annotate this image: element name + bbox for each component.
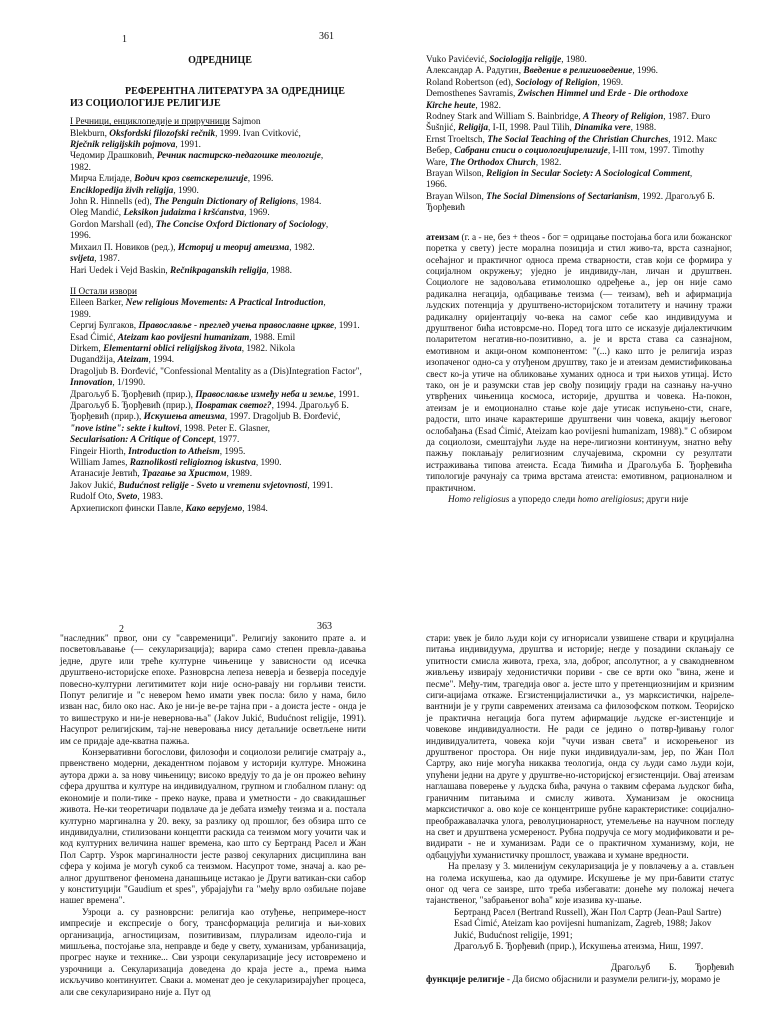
reference-author: , 1969. (244, 208, 270, 219)
reference-author: Dirkem, (70, 343, 104, 354)
reference-author: , 1994. (148, 355, 175, 366)
reference-list-2 (70, 298, 370, 515)
reference-title-1: РЕФЕРЕНТНА ЛИТЕРАТУРА ЗА ОДРЕДНИЦЕ (125, 86, 345, 98)
reference-author: 1966. (426, 180, 447, 191)
ref-list-3-entry (426, 169, 732, 180)
ref-list-1-entry (70, 129, 370, 140)
reference-title: Elementarni oblici religijskog života (103, 343, 242, 354)
reference-author: , 1977. (213, 435, 240, 446)
reference-author: Brayan Wilson, (426, 169, 487, 180)
reference-author: , 1912. Макс (668, 134, 717, 145)
reference-title: Повратак светог? (195, 400, 272, 411)
reference-title: Sociology of Religion (515, 77, 598, 88)
bottom-right-para-2: На прелазу у 3. миленијум секуларизација је у повлачењу а а. стављен на голема искушења, као да одумире. Искушење је му при-бавити статус оног од чега се заизре, што треба избегавати: донеће му положај нечега тајанственог, "забрањеног воћа" које изазива ку-шање. (426, 862, 734, 907)
reference-title: Zwischen Himmel und Erde - Die orthodoxe (517, 89, 689, 100)
bottom-left-para-3: Узроци а. су разноврсни: религија као отуђење, непримере-ност импресије и експресије о богу, трансформација религија и њи-хових организација, агностицизам, позитивизам, плурализам идеоло-гија и мишљења, постојање зла, неправде и беде у свету, хуманизам, урбанизација, прогрес науке и технике... Сви узроци секуларизације јесу истовремено и узрочници а. Секуларизација доведена до краја јесте а., према њима искључиво континуитет. Сваки а. моменат део је секуларизирајућег процеса, али све секуларизирано није а. Пут од (60, 907, 366, 998)
bottom-right-column (426, 634, 734, 986)
reference-author: , 1996. (247, 174, 274, 185)
reference-author: Михаил П. Новиков (ред.), (70, 242, 178, 253)
reference-author: , 1996. (632, 66, 658, 77)
reference-author: William James, (70, 458, 130, 468)
reference-author: Rodney Stark and William S. Bainbridge, (426, 112, 583, 123)
reference-title-2: ИЗ СОЦИОЛОГИЈЕ РЕЛИГИЈЕ (70, 97, 221, 109)
reference-author: Hari Uedek i Vejd Baskin, (70, 265, 171, 276)
reference-title: Kirche heute (426, 100, 476, 111)
page-number-right: 361 (319, 31, 334, 42)
reference-title: Како верујемо (185, 503, 243, 514)
entry-funkcije-text: - Да бисмо објаснили и разумели религи-ју, морамо је (504, 974, 720, 985)
ref-list-2-entry (70, 355, 370, 366)
reference-title: The Penguin Dictionary of Religions (154, 197, 296, 208)
top-right-column (426, 55, 732, 506)
reference-author: , 1991. (175, 140, 201, 151)
reference-author: , 1/1990. (112, 378, 146, 389)
ref-list-3-entry (426, 146, 732, 157)
reference-author: , 1989. (226, 469, 253, 480)
reference-author: John R. Hinnells (ed), (70, 197, 155, 208)
ref-list-1-entry (70, 231, 370, 242)
ref-list-2-entry (70, 481, 370, 492)
reference-author: , (689, 169, 693, 180)
reference-author: Brayan Wilson, (426, 191, 487, 202)
reference-title: Православље - преглед учења православне цркве (138, 321, 335, 332)
ref-list-2-entry (70, 424, 370, 435)
reference-author: , 1990. (173, 185, 199, 196)
ref-list-2-entry (70, 458, 370, 469)
subsection-heading-1 (70, 117, 370, 128)
entry-ateizam-text: (г. а - не, без + theos - бог = одрицање постојања бога или божанског поретка у свету) јесте морална позиција и стил живо-та, врста сазнајног, осећајног и практичног односа према стварности, став који се формира у социјалном окружењу; уједно је индивиду-лан, личан и друштвен. Социологе не задовољава етимолошко одређење а., јер он није само радикална негација, одбацивање теизма (— теизам), већ и афирмација људских потенција у друштвено-историјском тоталитету и начину тражи радикалну оријентацију чо-века на самог себе као индивидуума и друштвеног бића истоврсме-но. Поред тога што се исказује дијалектичким полаpитетом негатив-но-позитивно, а. је и врста става са сазнајном, емотивном и акци-оном компонентом: "(...) како што је религија израз изопаченог одно-са у отуђеном друштву, тако је и атеизам демистификовања свест ко-ја утиче на обликовање хуманих односа и три њихов утицај. Исто тако, он је и разумски став јер свођу позицију гради на сазнању на-учно утврђених чињеница космоса, историје, друштва и човека. На-покон, атеизам је и емоционално стање које даје утисак испуњено-сти, снаге, радости, што иначе карактерише друштвени чин човека, акцију његовог ослобађања (Esad Ćimić, Ateizam kao povijesni humanizam, 1988)." С обзиром да социолози, смештајући људе на нере-лигиозни континуум, знатно већу пажњу поклањају религиозним случајевима, скромни су резултати истраживања типова атеиста. Есада Ћимића и Драгољуба Б. Ђорђевића типологије рачунају са трима врстама атеиста: емотивном, рационалном и практичном. (426, 232, 732, 494)
ref-list-2-entry (70, 390, 370, 401)
reference-author: , 1991. (307, 480, 333, 491)
reference-author: Dugandžija, (70, 355, 118, 366)
reference-author: Vuko Pavićević, (426, 55, 490, 65)
reference-author: Šušnjić, (426, 123, 459, 134)
ref-list-2-entry (70, 469, 370, 480)
reference-author: , 1995. (219, 446, 246, 457)
reference-author: , 1990. (255, 458, 282, 468)
reference-author: , 1983. (137, 492, 163, 503)
entry-ateizam (426, 233, 732, 495)
page-number-left: 1 (122, 34, 127, 45)
reference-author: , (323, 298, 326, 309)
reference-title: Трагање за Христом (142, 469, 227, 480)
reference-author: , 1991. (333, 389, 360, 400)
subsection-2-label: II Остали извори (70, 286, 137, 297)
subsection-1-tail: Sajmon (229, 117, 261, 128)
ref-list-3-entry (426, 192, 732, 203)
reference-author: Ђорђевић (прир.), (70, 412, 144, 423)
reference-title: Enciklopedija živih religija (70, 185, 174, 196)
reference-author: Demosthenes Savramis, (426, 89, 518, 100)
reference-title: svijeta (70, 254, 95, 265)
reference-author: , 1984. (242, 503, 268, 514)
ref-list-1-entry (70, 186, 370, 197)
reference-author: Esad Ćimić, (70, 332, 118, 343)
subsection-heading-2 (70, 287, 370, 298)
reference-author: , 1999. Ivan Cvitković, (215, 128, 301, 139)
reference-title: Introduction to Atheism (128, 446, 220, 457)
reference-title: Водич кроз светскерелигије (134, 174, 248, 185)
reference-author: Eileen Barker, (70, 298, 126, 309)
section-heading: ОДРЕДНИЦЕ (188, 55, 252, 66)
reference-title: New religious Movements: A Practical Introduction (125, 298, 324, 309)
reference-title: Речник пастирско-педагошке теологије (156, 151, 321, 162)
ref-list-1-entry (70, 254, 370, 265)
bottom-left-column (60, 634, 366, 999)
reference-title: Innovation (70, 378, 113, 389)
reference-author: 1989. (70, 309, 91, 320)
ref-list-2-entry (70, 321, 370, 332)
reference-author: , 1992. Драгољуб Б. (637, 191, 715, 202)
ref-list-2-entry (70, 344, 370, 355)
reference-title: Dinamika vere (574, 123, 631, 134)
reference-title: A Theory of Religion (582, 112, 664, 123)
ref-list-3-entry (426, 112, 732, 123)
reference-title: "nove istine": sekte i kultovi (70, 423, 180, 434)
ref-list-1-entry (70, 243, 370, 254)
ref-list-3-entry (426, 158, 732, 169)
ref-list-2-entry (70, 333, 370, 344)
reference-title: Religija (458, 123, 488, 134)
reference-author: , 1991. (334, 321, 360, 332)
ref-list-1-entry (70, 151, 370, 162)
ref-list-2-entry (70, 310, 370, 321)
reference-author: Roland Robertson (ed), (426, 77, 516, 88)
ref-list-1-entry (70, 220, 370, 231)
ref-list-3-entry (426, 66, 732, 77)
reference-block (426, 908, 734, 954)
reference-title: Oksfordski filozofski rečnik (109, 128, 216, 139)
reference-title: The Social Dimensions of Sectarianism (486, 191, 638, 202)
ref-list-3-entry (426, 55, 732, 66)
reference-author: Ernst Troeltsch, (426, 134, 488, 145)
reference-author: , 1987. (94, 254, 120, 265)
reference-author: , 1988. (266, 265, 292, 276)
reference-title: Rječnik religijskih pojmova (70, 140, 176, 151)
reference-author: Ђорђевић (426, 203, 465, 214)
ref-list-1-entry (70, 174, 370, 185)
reference-author: Александар А. Радугин, (426, 66, 524, 77)
top-left-column (70, 55, 370, 515)
ref-line-1: Бертранд Расел (Bertrand Russell), Жан Пол Сартр (Jean-Paul Sartre) (454, 907, 722, 918)
homo-middle: а упоредо следи (511, 495, 578, 506)
ref-list-2-entry (70, 492, 370, 503)
reference-author: Blekburn, (70, 128, 110, 139)
ref-list-1-entry (70, 197, 370, 208)
ref-line-3: Jukić, Budućnost religije, 1991; (454, 930, 573, 941)
reference-author: , 1969. (597, 77, 624, 88)
reference-author: , 1982. Nikola (241, 343, 295, 354)
ref-list-1-entry (70, 163, 370, 174)
reference-title: Budućnost religije - Sveto u vremenu svjetovnosti (118, 480, 308, 491)
reference-author: , 1997. Dragoljub B. Đorđević, (224, 412, 341, 423)
reference-author: , 1982. (475, 100, 501, 111)
ref-list-3-entry (426, 135, 732, 146)
homo-areligiosus: homo areligiosus (577, 495, 642, 506)
reference-title: Rečnikpaganskih religija (170, 265, 267, 276)
ref-list-2-entry (70, 447, 370, 458)
reference-author: Ware, (426, 157, 451, 168)
bottom-right-para-1: стари: увек је било људи који су игнорисали узвишене ствари и круцијална питања индивидуума, друштва и историје; негде у позадини склањају се упитности смисла живота, греха, зла, доброг, апсолутног, а у свакодневном живљењу извирају хедонистички пориви - све се врти око "вина, жене и песме". Међу-тим, трагедија овог а. јесте што у претенциознијим и кризним сиги-ацијама откаже. Егзистенцијалистички а., уз марксистички, најреле-вантнији је у групи савремених атеизама са филозофском потком. Теоријско је практична негација бога путем афирмације људске ег-зистенције и човекове индивидуалности. Не ради се једино о потвр-ђивању голог индивидуалитета, човека који "чучи изван света" и искорењеног из друштвеног простора. Он није пуки индивидуали-зам, јер, по Жан Пол Сартру, ако није могућа никаква теологија, онда су људи само људи који, упућени једни на друге у друштве-но-историјској егзистенцији. Овај атеизам наглашава поверење у људска бића, рачуна о таквим сферама људског бића, граничним питањима и смислу живота. Хуманизам је окосница марксистичког а. ово које се концентрише рубне карактеристике: социјално-преображавалачка улога, револуционарност, утемељење на научном погледу на свет и друштвена усмереност. Рубна подручја се могу модификовати и ре-видирати - не и хуманизам. Ради се о практичном хуманизму, који, не одбацујући хуманистичку прошлост, уважава и хумане вредности. (426, 634, 734, 861)
reference-title: Сабрани списи о социологијирелигије (454, 146, 608, 157)
reference-author: , I-II, 1998. Paul Tilih, (488, 123, 575, 134)
ref-list-1-entry (70, 266, 370, 277)
bottom-left-para-2: Конзервативни богослови, филозофи и социолози религије сматрају а., првенствено модерни, декадентном појавом у историји културе. Множина аутора држи а. за нову чињеницу; високо вредују то да је он прожео већину сфера друштва и културе на индивидуалном, групном и глобалном плану: од економије и поли-тике - преко науке, права и уметности - до свакидашњег живота. Не-ки теоретичари подвлаче да је дебата између теизма и а. постала културно маргинална у 20. веку, за разлику од прошлог, без обзира што се индивидуални, стилизовани концепти раскида са теизмом могу уочити чак и код културних величина нашег времена, као што су Бертранд Расел и Жан Пол Сартр. Узрок маргиналности јесте развој секуларних дисциплина ван сфера у којима је могућ сукоб са теизмом. Насупрот томе, значај а. као ре-алног друштвеног феномена данашњице истакао је Други ватикан-ски сабор у конституцији "Gaudium et spes", убрајајући га "међу врло озбиљне појаве нашег времена". (60, 748, 366, 907)
bottom-left-para-1: "наследник" првог, они су "савременици". Религију законито прате а. и посветовљавање (— секуларизација); варира само степен превла-давања једне, друге или треће културне чињенице у зависности од исечка друштвено-историјске епохе. Разноврсна лепеза неверја и безверја поседује повесно-културни легитимитет који није осно-равају ни горљиви теисти. Попут религије и "с невером ћемо имати увек посла: било у нама, било изван нас, било око нас. Ако је ни-је ве-ре тајна при - а доиста јесте - онда је то вишеструко и ни-је невернова-ња" (Jakov Jukić, Budućnost religije, 1991). Насупрот религијским, тај-не неверовања нису детаљније осветљене нити им се придаје аде-кватна пажња. (60, 634, 366, 747)
reference-author: , 1982. (289, 242, 315, 253)
ref-line-2: Esad Ćimić, Ateizam kao povijesni humanizam, Zagreb, 1988; Jakov (454, 919, 712, 930)
ref-list-3-entry (426, 180, 732, 191)
reference-author: , 1988. (630, 123, 657, 134)
page-number-right-2: 363 (317, 621, 332, 632)
reference-author: , 1980. (561, 55, 587, 65)
ref-list-2-entry (70, 504, 370, 515)
reference-title: Православље између неба и земље (195, 389, 334, 400)
reference-author: 1982. (70, 162, 91, 173)
ref-list-3-entry (426, 101, 732, 112)
ref-list-3-entry (426, 203, 732, 214)
reference-title: The Concise Oxford Dictionary of Sociology (155, 219, 326, 230)
ref-list-2-entry (70, 412, 370, 423)
reference-author: , 1998. Peter E. Glasner, (179, 423, 270, 434)
page-number-left-2: 2 (119, 624, 124, 635)
reference-author: , 1984. (295, 197, 322, 208)
reference-author: Fingeir Hiorth, (70, 446, 129, 457)
entry-ateizam-head: атеизам (426, 232, 460, 243)
reference-title: The Orthodox Church (450, 157, 536, 168)
reference-author: Jakov Jukić, (70, 480, 119, 491)
ref-line-4: Драгољуб Б. Ђорђевић (прир.), Искушења атеизма, Ниш, 1997. (454, 941, 704, 952)
reference-title: Искушења атеизма (143, 412, 225, 423)
reference-author: Dragoljub B. Đorđević, "Confessional Mentality as a (Dis)Integration Factor", (70, 366, 362, 377)
reference-title: Sveto (116, 492, 138, 503)
reference-title: Введение в религиоведение (523, 66, 633, 77)
reference-author: 1996. (70, 231, 91, 242)
reference-author: Мирча Елијаде, (70, 174, 135, 185)
reference-title: Religion in Secular Society: A Sociological Comment (486, 169, 690, 180)
ref-list-3-entry (426, 123, 732, 134)
reference-title: Leksikon judaizma i kršćanstva (123, 208, 245, 219)
reference-author: Rudolf Oto, (70, 492, 117, 503)
reference-title: Sociologija religije (489, 55, 562, 65)
ref-list-1-entry (70, 140, 370, 151)
homo-end: ; други није (641, 495, 689, 506)
reference-title: Secularisation: A Critique of Concept (70, 435, 214, 446)
author-signature: Драгољуб Б. Ђорђевић (610, 963, 734, 974)
reference-author: , 1982. (535, 157, 562, 168)
ref-list-2-entry (70, 378, 370, 389)
reference-author: Oleg Mandić, (70, 208, 124, 219)
reference-title: Историј и теориј атеизма (177, 242, 290, 253)
reference-author: Драгољуб Б. Ђорђевић (прир.), (70, 400, 196, 411)
ref-list-2-entry (70, 298, 370, 309)
reference-list-3 (426, 55, 732, 215)
reference-author: , (320, 151, 324, 162)
homo-religiosus: Homo religiosus (448, 495, 510, 506)
ref-list-2-entry (70, 401, 370, 412)
reference-author: , (325, 219, 329, 230)
ref-list-1-entry (70, 208, 370, 219)
ref-list-2-entry (70, 435, 370, 446)
ref-list-2-entry (70, 367, 370, 378)
ref-list-3-entry (426, 89, 732, 100)
reference-author: Драгољуб Б. Ђорђевић (прир.), (70, 389, 196, 400)
reference-author: , 1988. Emil (249, 332, 296, 343)
reference-author: , I-III том, 1997. Timothy (607, 146, 705, 157)
entry-funkcije-head: функције религије (426, 974, 505, 985)
reference-author: Архиепископ фински Павле, (70, 503, 186, 514)
reference-author: Gordon Marshall (ed), (70, 219, 156, 230)
entry-funkcije (426, 975, 734, 986)
reference-author: Атанасије Јевтић, (70, 469, 143, 480)
subsection-1-label: I Речници, енциклопедије и приручници (70, 117, 230, 128)
ref-list-3-entry (426, 78, 732, 89)
reference-author: , 1994. Драгољуб Б. (271, 400, 349, 411)
reference-title: The Social Teaching of the Christian Churches (487, 134, 669, 145)
reference-author: Сергиј Булгаков, (70, 321, 139, 332)
reference-title: Raznolikosti religioznog iskustva (129, 458, 256, 468)
reference-author: , 1987. Đuro (663, 112, 711, 123)
reference-author: Чедомир Драшковић, (70, 151, 157, 162)
entry-ateizam-tail (426, 495, 732, 506)
reference-title: Ateizam kao povijesni humanizam (117, 332, 250, 343)
reference-author: Вебер, (426, 146, 455, 157)
reference-list-1 (70, 129, 370, 277)
reference-title: Ateizam (117, 355, 149, 366)
